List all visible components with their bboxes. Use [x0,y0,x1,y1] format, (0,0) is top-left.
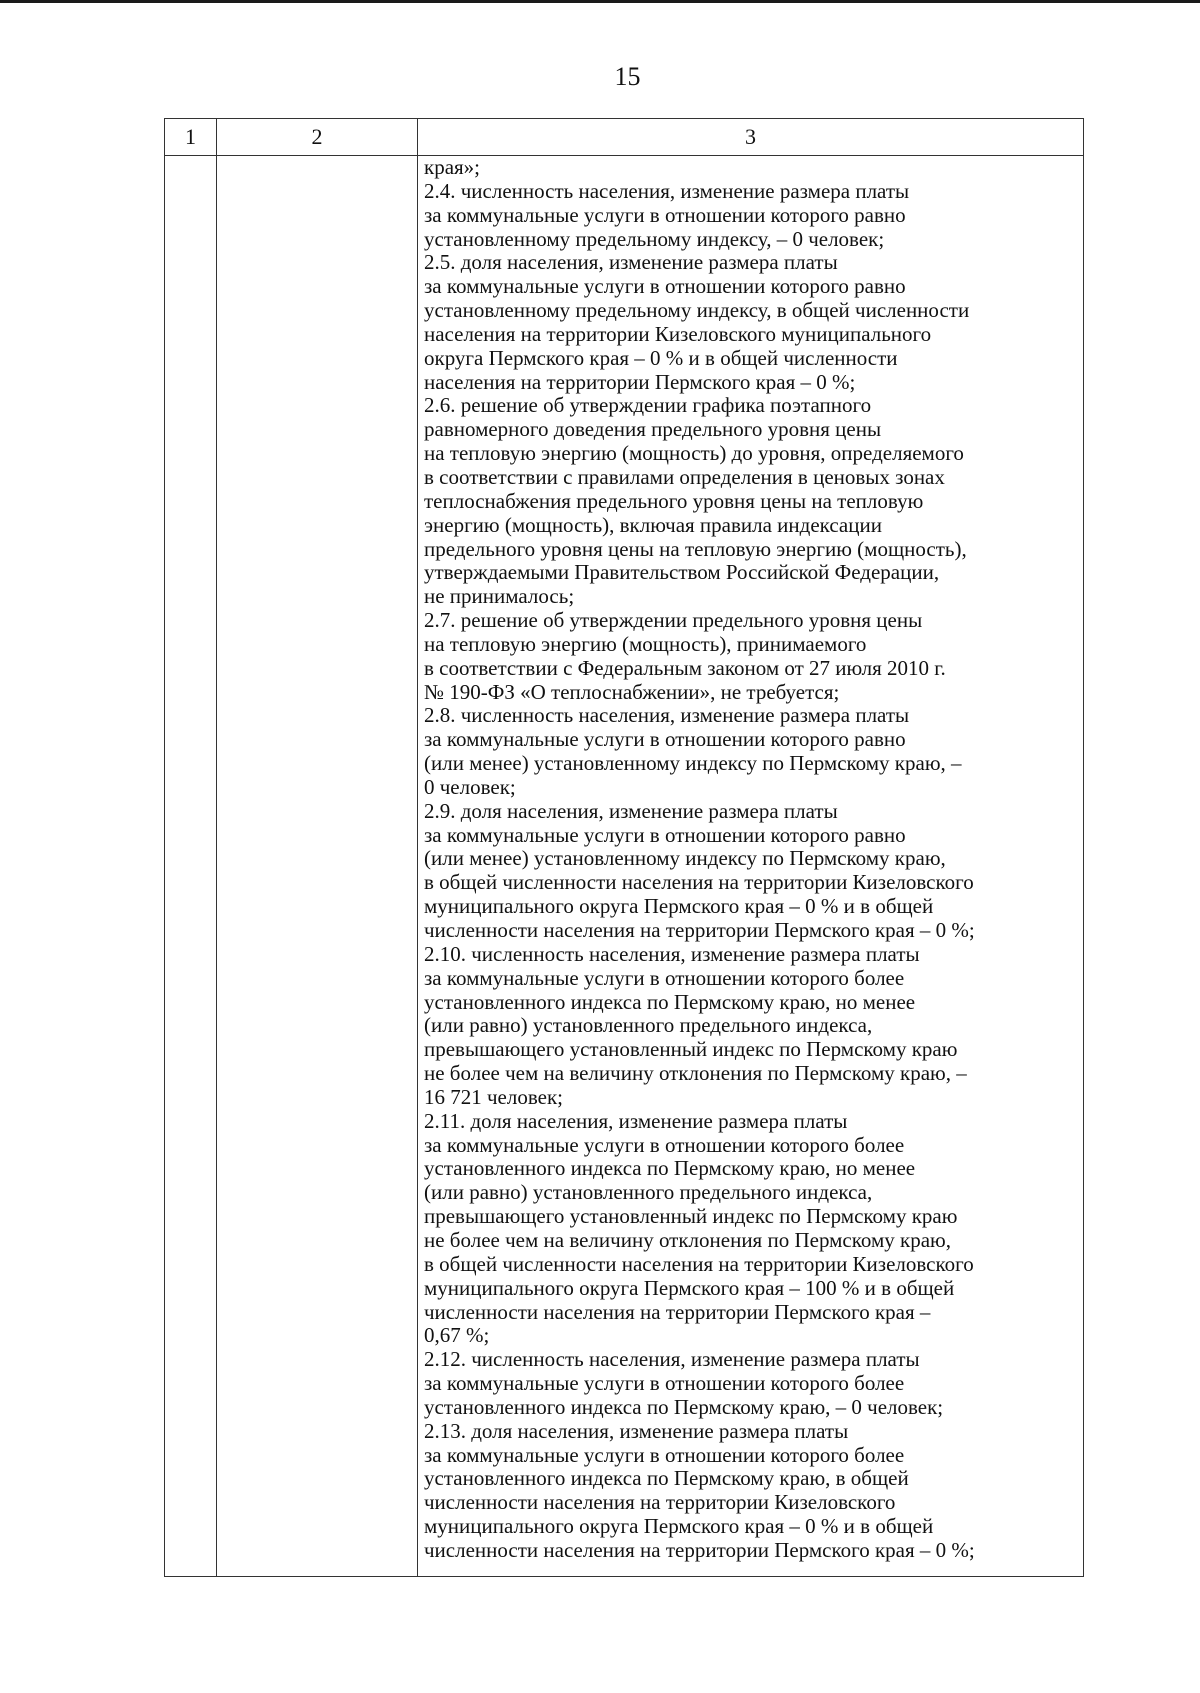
text-line: установленного индекса по Пермскому краю, – 0 человек; [424,1395,944,1419]
text-line: установленному предельному индексу, – 0 человек; [424,227,885,251]
text-line: численности населения на территории Пермского края – 0 %; [424,919,975,942]
text-line: 2.6. решение об утверждении графика поэтапного [424,394,872,418]
text-line: 2.11. доля населения, изменение размера платы [424,1109,848,1133]
header-col-2: 2 [217,119,418,156]
text-line: превышающего установленный индекс по Пермскому краю [424,1038,958,1062]
text-line: теплоснабжения предельного уровня цены на тепловую [424,489,924,513]
text-line: муниципального округа Пермского края – 0 % и в общей [424,895,934,919]
cell-col-3 [418,156,1084,1577]
text-line: 2.8. численность населения, изменение размера платы [424,704,910,728]
text-line: на тепловую энергию (мощность), принимаемого [424,632,867,656]
text-line: 2.5. доля населения, изменение размера платы [424,251,838,275]
text-line: за коммунальные услуги в отношении которого равно [424,823,906,847]
text-line: края»; [424,156,481,179]
text-line: в соответствии с Федеральным законом от 27 июля 2010 г. [424,656,946,680]
text-line: за коммунальные услуги в отношении которого более [424,1133,905,1157]
text-line: 2.7. решение об утверждении предельного уровня цены [424,609,923,633]
text-line: 2.4. численность населения, изменение размера платы [424,179,910,203]
table-header-row [165,119,1084,156]
text-line: численности населения на территории Пермского края – 0 %; [424,1538,975,1562]
text-line: численности населения на территории Пермского края – [424,1300,931,1324]
cell-col-2 [217,156,418,1577]
table-row [165,156,1084,1577]
text-line: муниципального округа Пермского края – 0 % и в общей [424,1515,934,1539]
text-line: за коммунальные услуги в отношении которого более [424,1443,905,1467]
text-line: установленного индекса по Пермскому краю, в общей [424,1467,909,1491]
text-line: № 190-ФЗ «О теплоснабжении», не требуется; [424,680,840,704]
text-line: населения на территории Пермского края – 0 %; [424,370,856,394]
text-line: (или менее) установленному индексу по Пермскому краю, [424,847,946,871]
text-line: (или равно) установленного предельного индекса, [424,1181,873,1205]
text-line: установленному предельному индексу, в общей численности [424,299,970,323]
text-line: 2.10. численность населения, изменение размера платы [424,942,920,966]
text-line: за коммунальные услуги в отношении которого равно [424,275,906,299]
text-line: 0,67 %; [424,1324,490,1348]
text-line: 2.9. доля населения, изменение размера платы [424,799,838,823]
document-table [164,118,1084,1577]
text-line: округа Пермского края – 0 % и в общей численности [424,346,898,370]
text-line: за коммунальные услуги в отношении которого равно [424,728,906,752]
col3-text-block [418,156,1083,1563]
text-line: в общей численности населения на территории Кизеловского [424,871,974,895]
text-line: не более чем на величину отклонения по Пермскому краю, [424,1228,951,1252]
text-line: не более чем на величину отклонения по Пермскому краю, – [424,1062,967,1086]
text-line: за коммунальные услуги в отношении которого более [424,1372,905,1396]
text-line: 16 721 человек; [424,1085,564,1109]
text-line: в соответствии с правилами определения в ценовых зонах [424,465,945,489]
text-line: предельного уровня цены на тепловую энергию (мощность), [424,537,967,561]
page-number: 15 [614,62,641,91]
text-line: за коммунальные услуги в отношении которого равно [424,203,906,227]
text-line: на тепловую энергию (мощность) до уровня, определяемого [424,442,964,466]
text-line: 2.12. численность населения, изменение размера платы [424,1348,920,1372]
cell-col-1 [165,156,217,1577]
header-col-1: 1 [165,119,217,156]
text-line: (или равно) установленного предельного индекса, [424,1014,873,1038]
text-line: превышающего установленный индекс по Пермскому краю [424,1205,958,1229]
text-line: населения на территории Кизеловского муниципального [424,322,932,346]
text-line: установленного индекса по Пермскому краю, но менее [424,1157,916,1181]
text-line: численности населения на территории Кизеловского [424,1491,896,1515]
header-col-3: 3 [418,119,1084,156]
text-line: за коммунальные услуги в отношении которого более [424,966,905,990]
text-line: муниципального округа Пермского края – 100 % и в общей [424,1276,955,1300]
text-line: равномерного доведения предельного уровня цены [424,418,882,442]
text-line: энергию (мощность), включая правила индексации [424,513,882,537]
text-line: утверждаемыми Правительством Российской Федерации, [424,561,940,585]
text-line: (или менее) установленному индексу по Пермскому краю, – [424,752,962,776]
text-line: не принималось; [424,585,575,609]
text-line: 2.13. доля населения, изменение размера платы [424,1419,849,1443]
text-line: установленного индекса по Пермскому краю, но менее [424,990,916,1014]
scan-top-edge [0,0,1200,3]
text-line: в общей численности населения на территории Кизеловского [424,1252,974,1276]
text-line: 0 человек; [424,775,516,799]
